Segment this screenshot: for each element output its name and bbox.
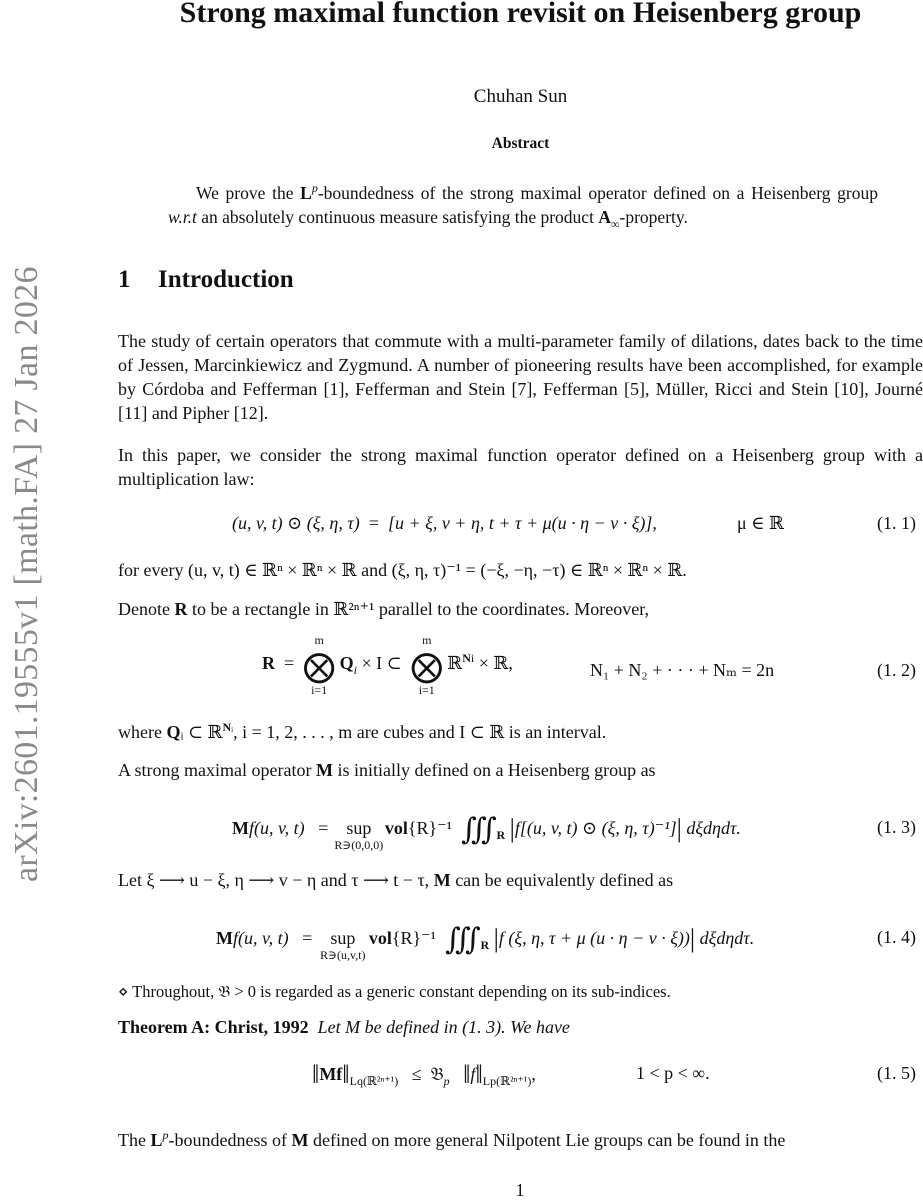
arxiv-identifier: arXiv:2601.19555v1 [math.FA] 27 Jan 2026	[8, 266, 45, 882]
intro-paragraph-1: The study of certain operators that commute with a multi-parameter family of dilations, dates back to the time of Jessen, Marcinkiewicz and Zygmund. A number of pioneering results have been accomplished, for example by Córdoba and Fefferman [1], Fefferman and Stein [7], Fefferman [5], Müller, Ricci and Stein [10], Journé [11] and Pipher [12].	[118, 331, 923, 423]
text-line: A strong maximal operator M is initially defined on a Heisenberg group as	[118, 760, 656, 780]
text-line: for every (u, v, t) ∈ ℝⁿ × ℝⁿ × ℝ and (ξ, η, τ)⁻¹ = (−ξ, −η, −τ) ∈ ℝⁿ × ℝⁿ × ℝ.	[118, 560, 687, 580]
equation-1-3: Mf(u, v, t) = sup R∋(0,0,0) vol{R}⁻¹ $∭_R$ |f[(u, v, t) ⊙ (ξ, η, τ)⁻¹]| dξdηdτ.	[232, 813, 741, 852]
equation-number: (1. 3)	[877, 817, 916, 837]
abstract-heading: Abstract	[491, 135, 550, 152]
intro-paragraph-2: In this paper, we consider the strong maximal function operator defined on a Heisenberg group with a multiplication law:	[118, 445, 923, 489]
author-name: Chuhan Sun	[473, 86, 568, 107]
abstract-text: We prove the $L^p$-boundedness of the strong maximal operator defined on a Heisenberg group w.r.t an absolutely continuous measure satisfying the product $A_\infty$-property.	[168, 181, 879, 231]
page-number: 1	[515, 1180, 525, 1200]
text-line: where Qᵢ ⊂ ℝ$^{Nᵢ}$, i = 1, 2, . . . , m are cubes and I ⊂ ℝ is an interval.	[118, 720, 607, 742]
equation-number: (1. 4)	[877, 927, 916, 947]
equation-1-1-condition: μ ∈ ℝ	[737, 513, 784, 533]
equation-1-2: R = m ⨂ i=1 $Q_i \times I$ ⊂ m ⨂ i=1 ℝ$^{Ni}$ × ℝ,	[262, 633, 513, 697]
equation-number: (1. 1)	[877, 513, 916, 533]
equation-1-5: $‖Mf‖_{Lq(ℝ^{2n+1})}$ ≤ 𝔅$_p$ $‖f‖_{Lp(ℝ^{2n+1})}$,	[312, 1060, 536, 1089]
text-line: Let ξ ⟶ u − ξ, η ⟶ v − η and τ ⟶ t − τ, M can be equivalently defined as	[118, 870, 674, 890]
equation-1-2-constraint: N₁ + N₂ + · · · + Nₘ = 2n	[590, 660, 775, 680]
equation-1-5-condition: 1 < p < ∞.	[636, 1063, 710, 1083]
text-line: Denote R to be a rectangle in ℝ²ⁿ⁺¹ parallel to the coordinates. Moreover,	[118, 599, 650, 619]
equation-number: (1. 2)	[877, 660, 916, 680]
theorem-statement: Theorem A: Christ, 1992 Let M be defined in (1. 3). We have	[118, 1017, 570, 1037]
remark-line: ⋄ Throughout, 𝔅 > 0 is regarded as a generic constant depending on its sub-indices.	[118, 982, 671, 1001]
paper-title: Strong maximal function revisit on Heisenberg group	[179, 0, 862, 29]
equation-1-4: Mf(u, v, t) = sup R∋(u,v,t) vol{R}⁻¹ $∭_R$ |f (ξ, η, τ + μ (u · η − v · ξ))| dξdηdτ.	[216, 923, 755, 962]
section-heading: 1 Introduction	[118, 266, 294, 293]
equation-number: (1. 5)	[877, 1063, 916, 1083]
text-line: The $L^p$-boundedness of M defined on more general Nilpotent Lie groups can be found in the	[118, 1128, 786, 1150]
equation-1-1: (u, v, t) ⊙ (ξ, η, τ) = [u + ξ, v + η, t + τ + μ(u · η − v · ξ)],	[232, 513, 657, 533]
